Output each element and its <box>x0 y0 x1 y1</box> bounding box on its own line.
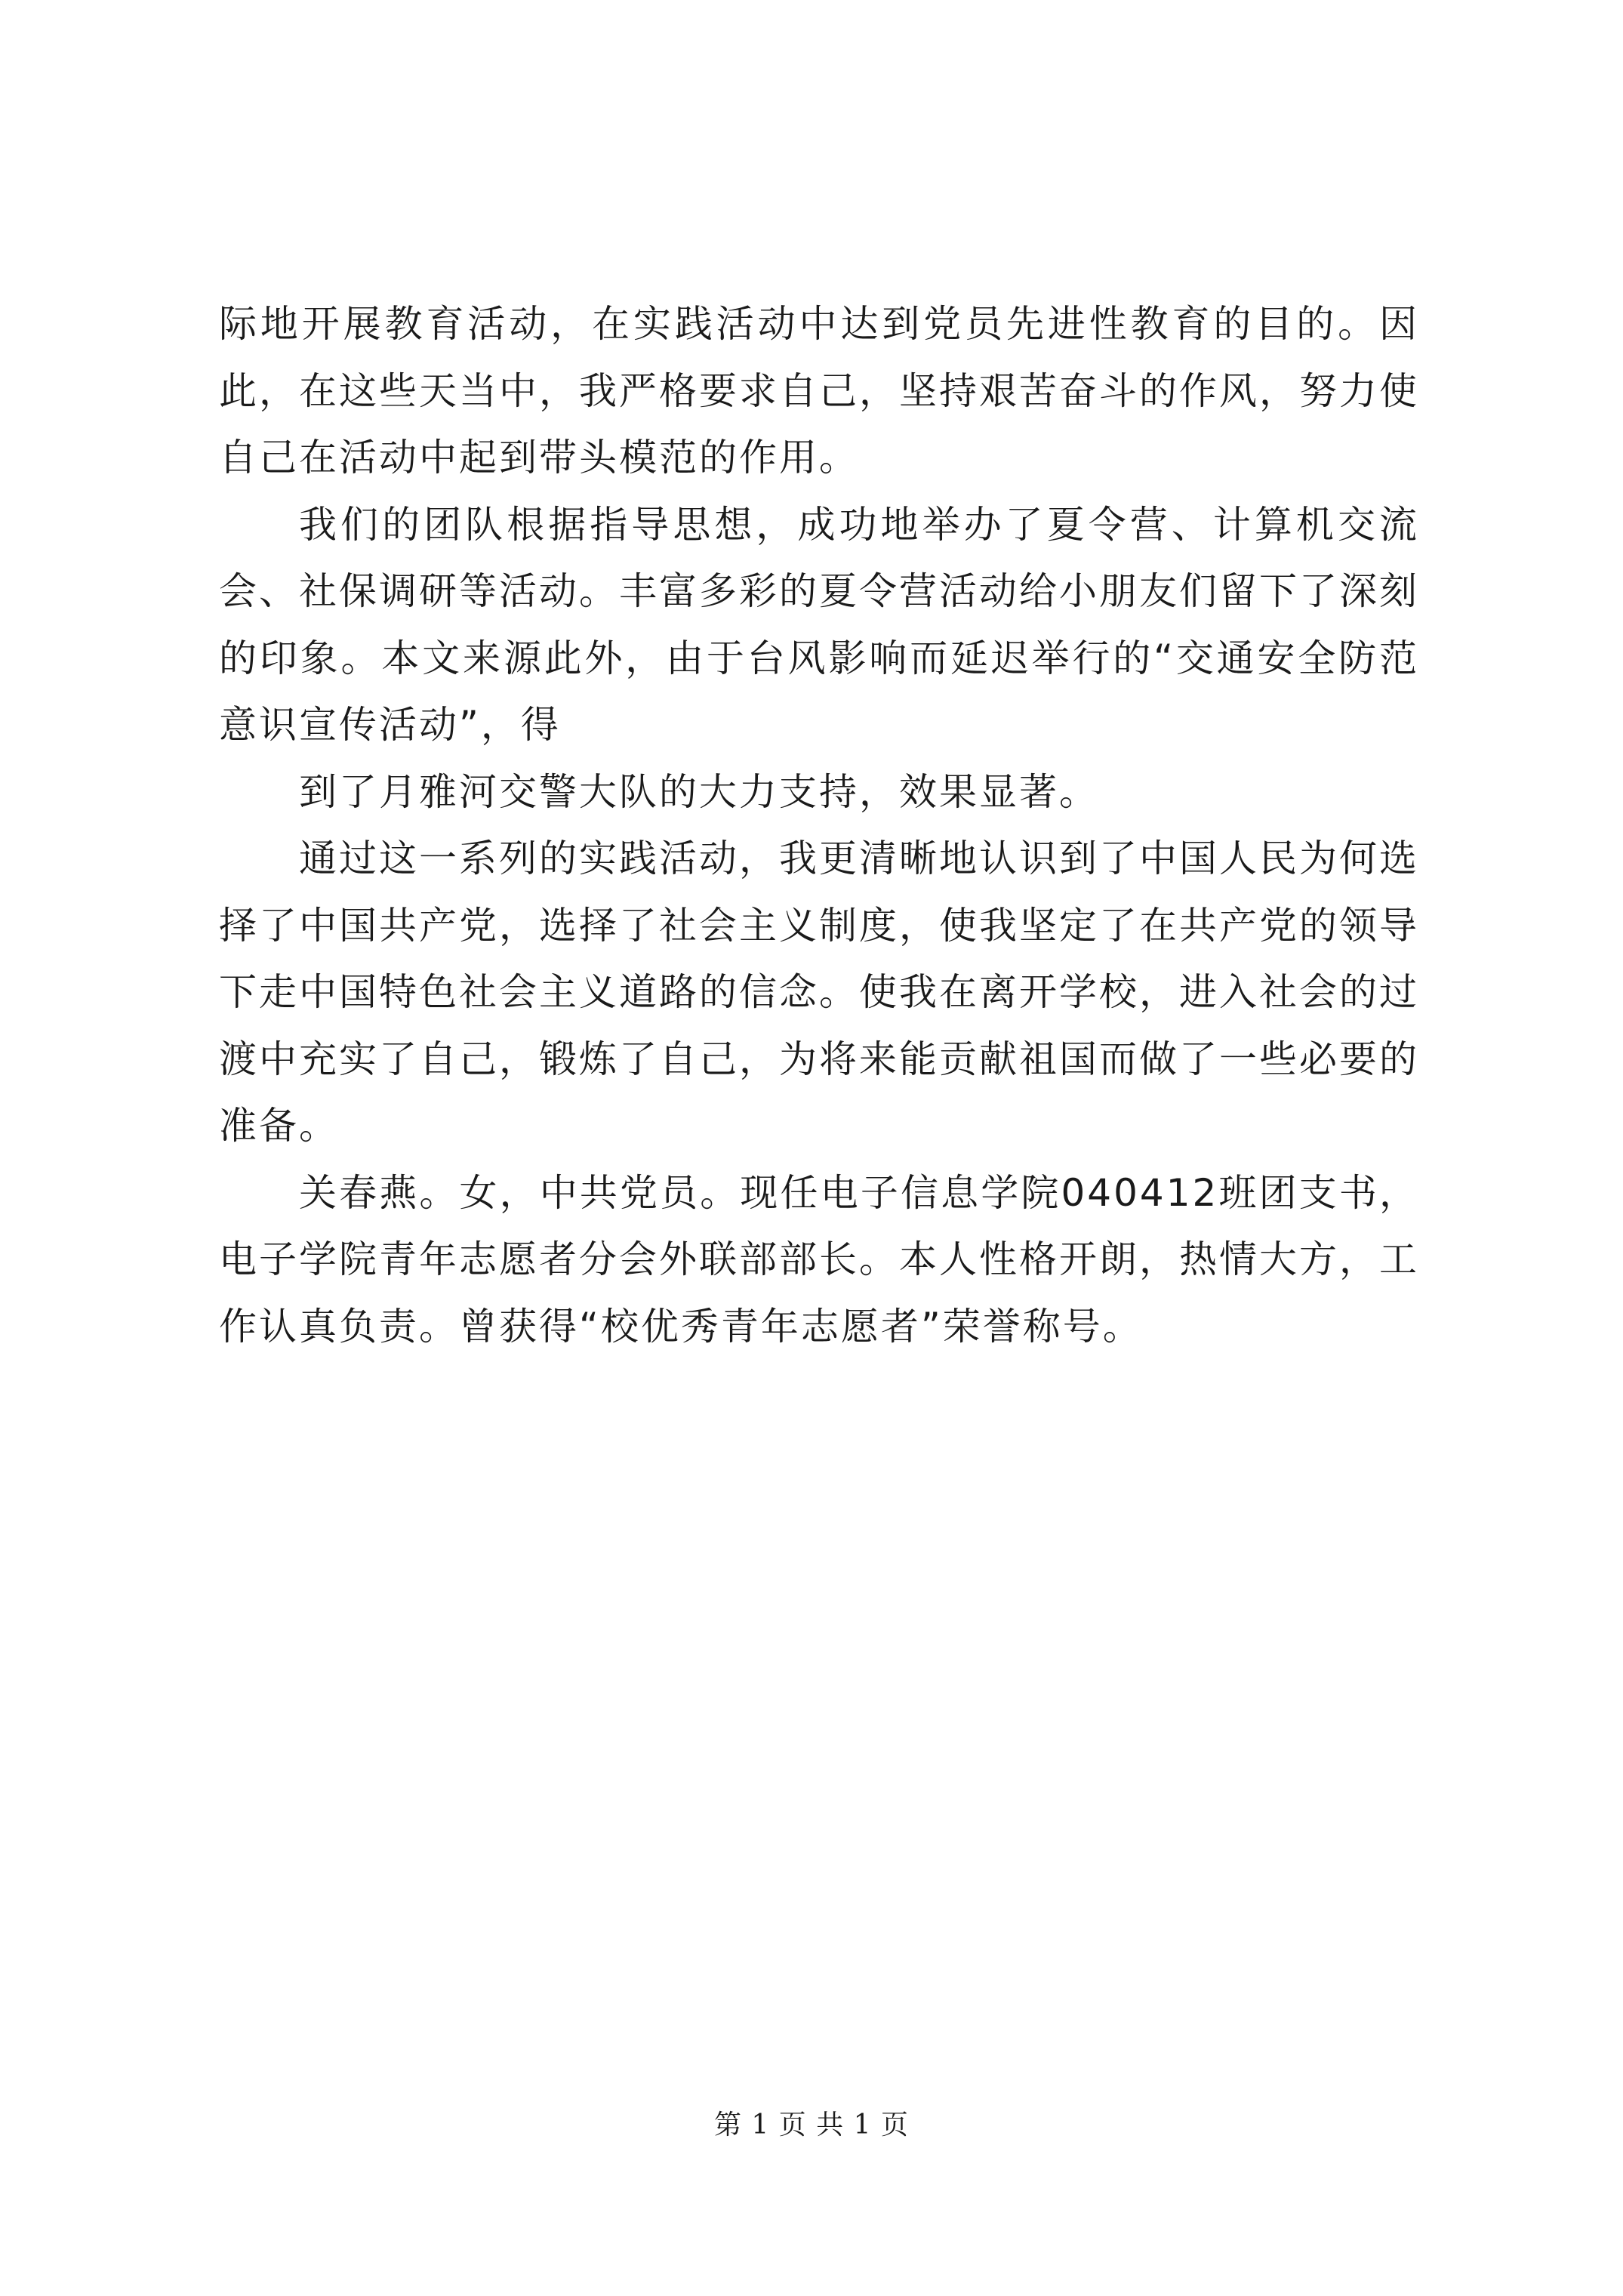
paragraph-reflection: 通过这一系列的实践活动，我更清晰地认识到了中国人民为何选择了中国共产党，选择了社会主义制度，使我坚定了在共产党的领导下走中国特色社会主义道路的信念。使我在离开学校，进入社会的过渡中充实了自己，锻炼了自己，为将来能贡献祖国而做了一些必要的准备。 <box>219 837 1419 1148</box>
paragraph-team-activities: 我们的团队根据指导思想，成功地举办了夏令营、计算机交流会、社保调研等活动。丰富多彩的夏令营活动给小朋友们留下了深刻的印象。本文来源此外，由于台风影响而延迟举行的“交通安全防范意识宣传活动”，得 <box>219 502 1419 747</box>
page-number-footer: 第 1 页 共 1 页 <box>713 2110 910 2140</box>
paragraph-traffic-police: 到了月雅河交警大队的大力支持，效果显著。 <box>299 769 1099 814</box>
paragraph-continuation: 际地开展教育活动，在实践活动中达到党员先进性教育的目的。因此，在这些天当中，我严格要求自己，坚持艰苦奋斗的作风，努力使自己在活动中起到带头模范的作用。 <box>219 302 1419 479</box>
document-body <box>219 291 1419 1360</box>
paragraph-author-bio: 关春燕。女，中共党员。现任电子信息学院040412班团支书，电子学院青年志愿者分会外联部部长。本人性格开朗，热情大方，工作认真负责。曾获得“校优秀青年志愿者”荣誉称号。 <box>219 1170 1419 1348</box>
